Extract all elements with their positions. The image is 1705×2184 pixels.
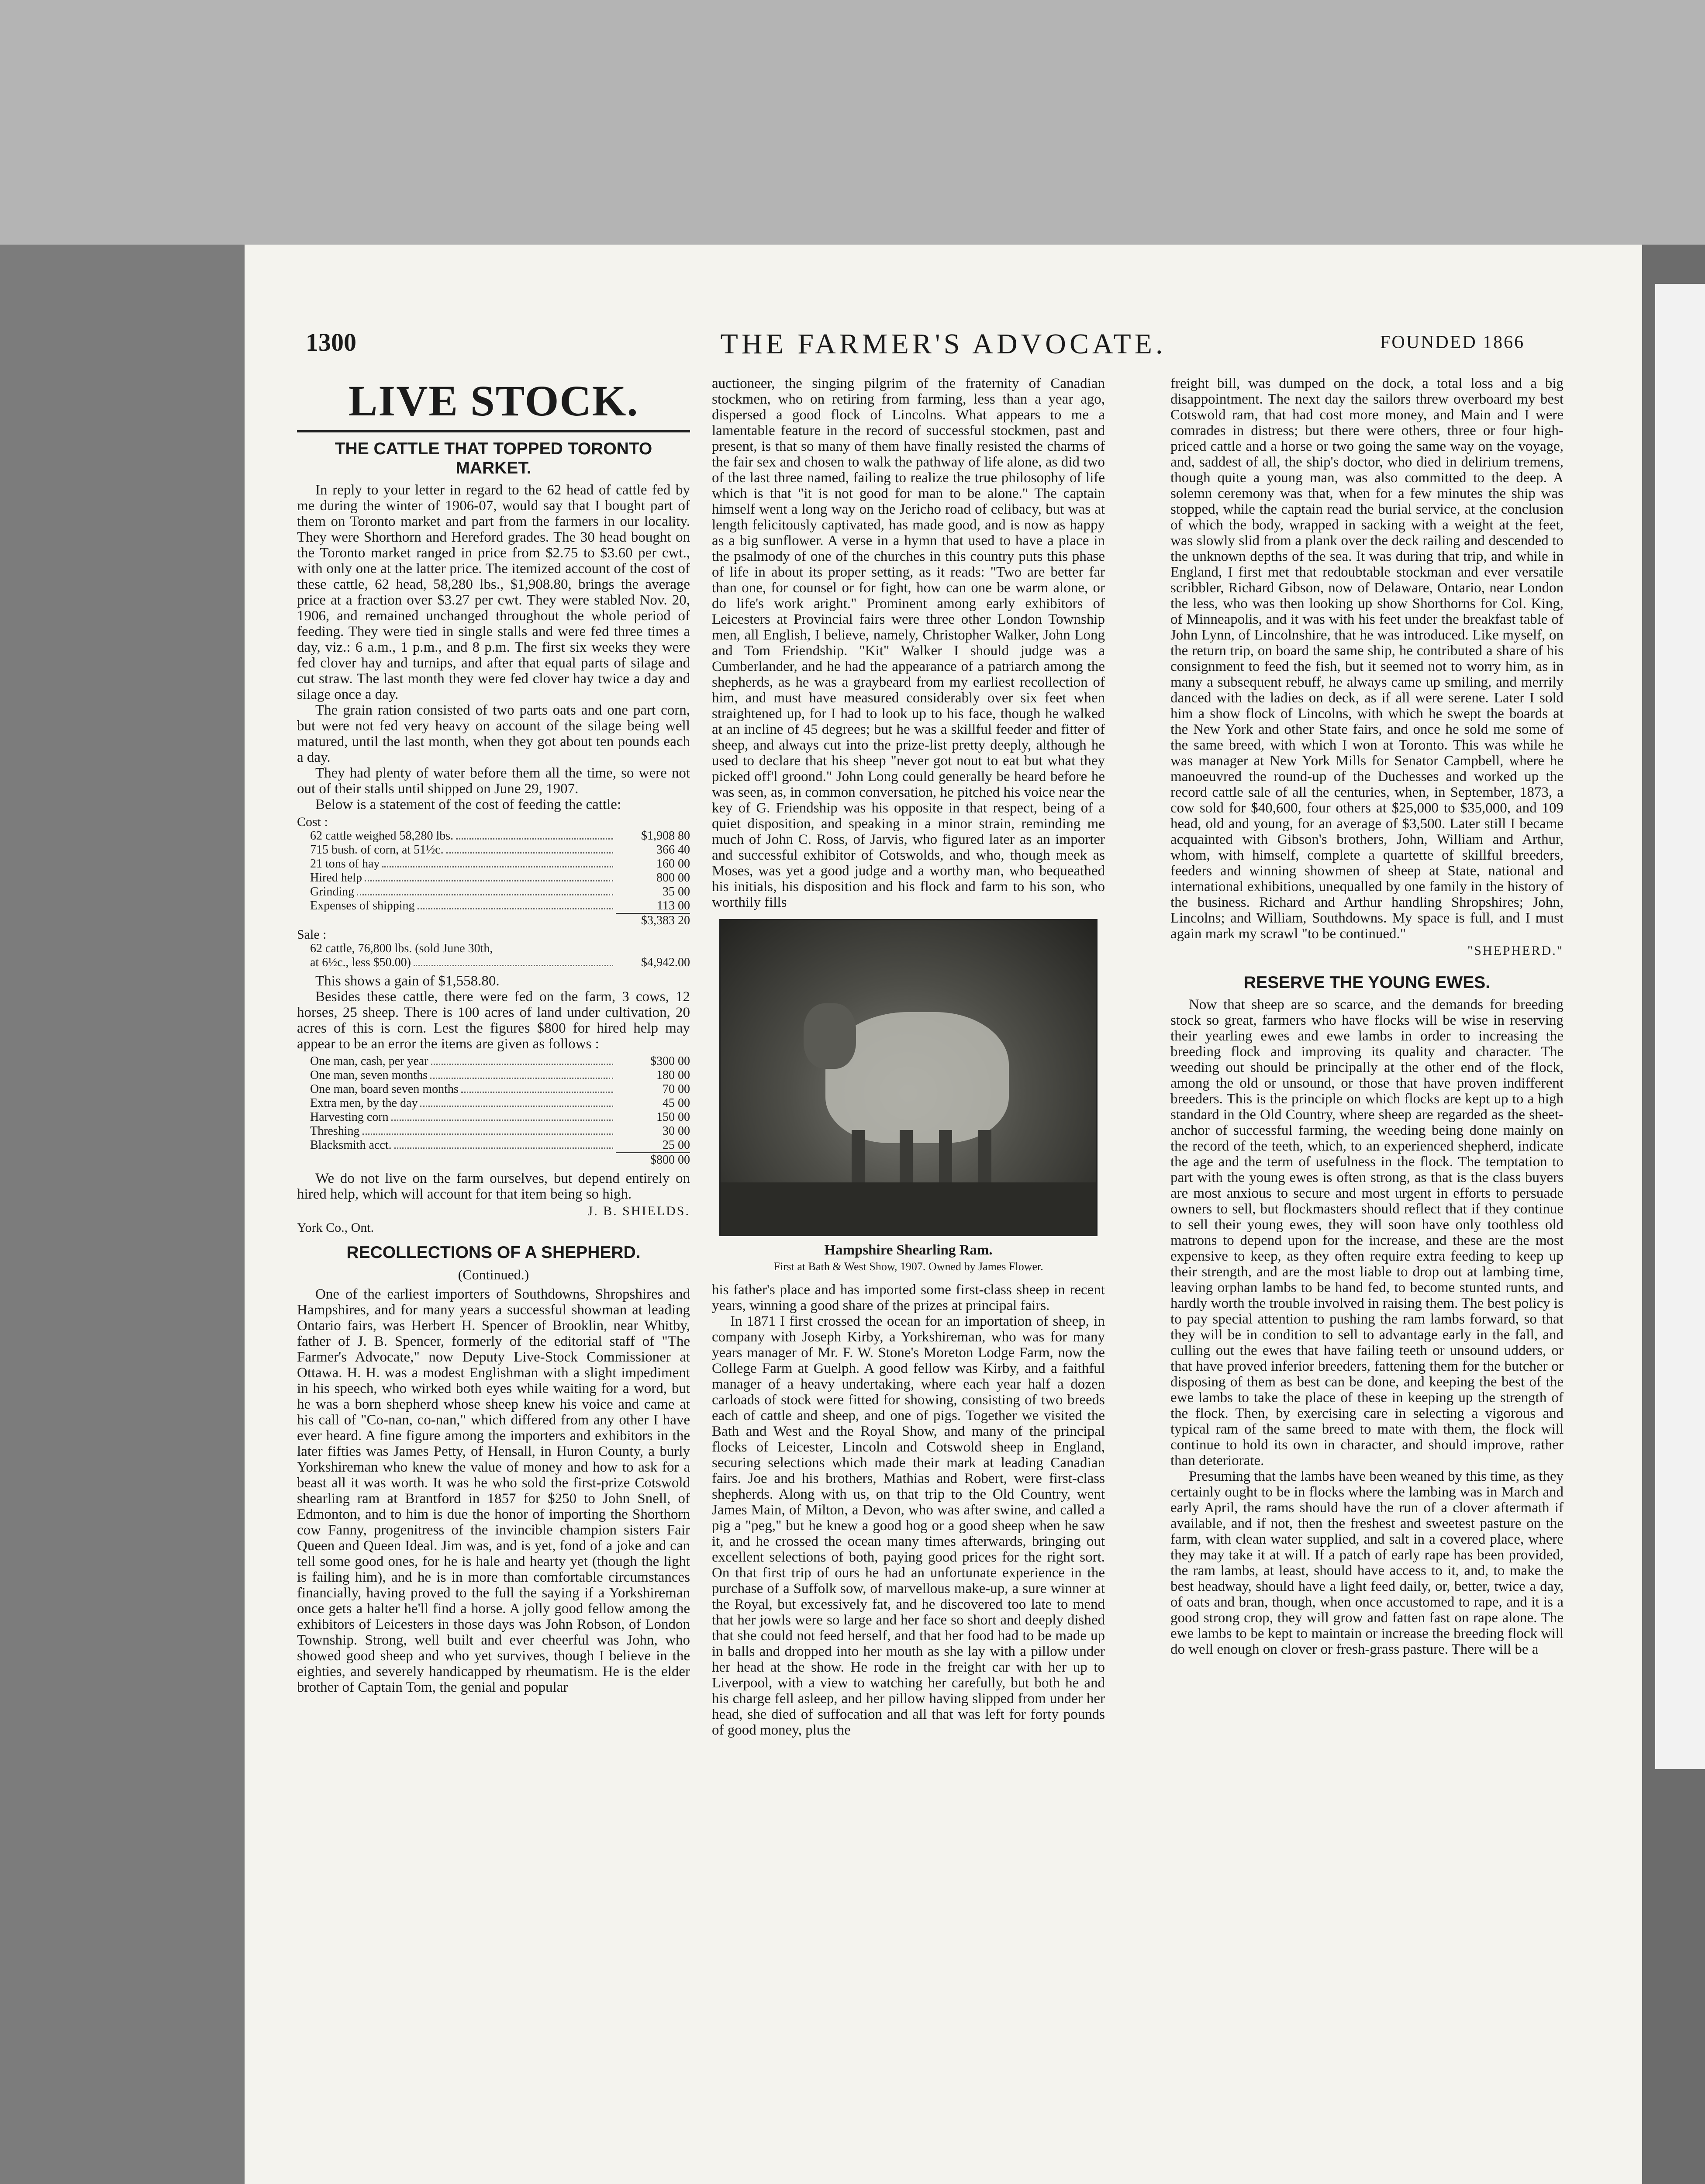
cost-statement — [297, 815, 690, 970]
author-signature: J. B. SHIELDS. — [587, 1204, 690, 1218]
ledger-item-value: 150 00 — [656, 1110, 690, 1124]
article-paragraph: The grain ration consisted of two parts oats and one part corn, but were not fed very heavy on account of the silage being well matured, until the last month, when they got about ten pounds each a day. — [297, 702, 690, 765]
ram-head-shape — [804, 1003, 856, 1069]
ledger-row — [297, 843, 690, 857]
ledger-item-value: 180 00 — [656, 1068, 690, 1082]
ledger-item-label: 715 bush. of corn, at 51½c. — [310, 843, 444, 857]
ledger-item-value: 70 00 — [663, 1082, 690, 1096]
page-number: 1300 — [306, 328, 356, 356]
ledger-item-value: 800 00 — [656, 871, 690, 885]
adjacent-page-edge — [1655, 284, 1705, 1769]
article-paragraph: One of the earliest importers of Southdowns, Shropshires and Hampshires, and for many years a successful showman at leading Ontario fairs, was Herbert H. Spencer of Brooklin, near Whitby, father of J. B. Spencer, formerly of the editorial staff of "The Farmer's Advocate," now Deputy Live-Stock Commissioner at Ottawa. H. H. was a modest Englishman with a slight impediment in his speech, who wirked both eyes while waiting for a word, but he was a born shepherd whose sheep knew his voice and came at his call of "Co-nan, co-nan," which differed from any other I have ever heard. A fine figure among the importers and exhibitors in the later fifties was James Petty, of Hensall, in Huron County, a burly Yorkshireman who knew the value of money and how to ask for a beast all it was worth. It was he who sold the first-prize Cotswold shearling ram at Brantford in 1857 for $250 to John Snell, of Edmonton, and to him is due the honor of importing the Shorthorn cow Fanny, progenitress of the invincible champion sisters Fair Queen and Queen Ideal. Jim was, and is yet, fond of a joke and can tell some good ones, for he is hale and hearty yet (though the light is failing him), and he is in more than comfortable circumstances financially, having proved to the full the saying if a Yorkshireman once gets a halter he'll find a horse. A jolly good fellow among the exhibitors of Leicesters in those days was John Robson, of London Township. Strong, well built and ever cheerful was John, who showed good sheep and who yet survives, though I believe in the eighties, and severely handicapped by rheumatism. He is the elder brother of Captain Tom, the genial and popular — [297, 1286, 690, 1695]
article-paragraph: freight bill, was dumped on the dock, a total loss and a big disappointment. The next day the sailors threw overboard my best Cotswold ram, that had cost more money, and Main and I were comrades in distress; but there were others, three or four high-priced cattle and a horse or two going the same way on the voyage, and, saddest of all, the ship's doctor, who died in delirium tremens, though quite a young man, was also committed to the deep. A solemn ceremony was that, when for a few minutes the ship was stopped, while the captain read the burial service, at the conclusion of which the body, wrapped in sacking with a weight at the feet, was slowly slid from a plank over the deck railing and descended to the unknown depths of the sea. It was during that trip, and while in England, I first met that redoubtable stockman and ever versatile scribbler, Richard Gibson, now of Delaware, Ontario, near London the less, who was then looking up show Shorthorns for Col. King, of Minneapolis, and it was with his feet under the breakfast table of John Lynn, of Lincolnshire, that he was introduced. Like myself, on the return trip, on board the same ship, he contributed a share of his consignment to feed the fish, but it seemed not to worry him, as in many a subsequent rebuff, he always came up smiling, and merrily danced with the ladies on deck, as if all were serene. Later I sold him a show flock of Lincolns, with which he swept the boards at the New York and other State fairs, and once he sold me some of the same breed, with which I won at Toronto. This was while he was manager at New York Mills for Senator Campbell, where he manoeuvred the round-up of the Duchesses and worked up the record cattle sale of all the centuries, when, in September, 1873, a cow sold for $40,600, four others at $25,000 to $35,000, and 109 head, old and young, for an average of $3,500. Later still I became acquainted with Gibson's brothers, John, William and Arthur, whom, with himself, complete a quartette of skillful breeders, feeders and winning showmen of sheep at State, national and international exhibitions, unequalled by one family in the history of the business. Richard and Arthur handling Shropshires; John, Lincolns; and William, Southdowns. My space is full, and I must again mark my scrawl "to be continued." — [1170, 376, 1563, 942]
section-rule — [297, 430, 690, 432]
section-title: LIVE STOCK. — [348, 377, 639, 425]
ledger-item-value: $300 00 — [650, 1054, 690, 1068]
ledger-row — [297, 1110, 690, 1124]
ledger-item-value: 113 00 — [657, 899, 690, 912]
ledger-row — [297, 956, 690, 970]
ledger-item-value: 30 00 — [663, 1124, 690, 1138]
ground-shape — [721, 1182, 1096, 1235]
photo-caption-subtitle: First at Bath & West Show, 1907. Owned by James Flower. — [773, 1260, 1043, 1273]
ledger-row — [297, 942, 690, 956]
ledger-item-value: 25 00 — [663, 1138, 690, 1152]
running-head — [245, 328, 1642, 363]
ledger-item-value: 35 00 — [663, 885, 690, 898]
ledger-row — [297, 1082, 690, 1096]
column-1 — [297, 376, 690, 1695]
article-paragraph: Presuming that the lambs have been weaned by this time, as they certainly ought to be in flocks where the lambing was in March and early April, the rams should have the run of a clover aftermath if available, and if not, then the freshest and sweetest pasture on the farm, with clean water supplied, and salt in a covered place, where they may take it at will. If a patch of early rape has been provided, the ram lambs, at least, should have access to it, and, to make the best headway, should have a light feed daily, or, better, twice a day, of oats and bran, though, when once accustomed to rape, and it is a good strong crop, they will grow and fatten fast on rape alone. The ewe lambs to be kept to maintain or increase the breeding flock will do well enough on clover or fresh-grass pasture. There will be a — [1170, 1469, 1563, 1657]
ledger-item-label: Extra men, by the day — [310, 1096, 418, 1110]
ledger-item-value: 366 40 — [656, 843, 690, 857]
article-paragraph: Below is a statement of the cost of feeding the cattle: — [315, 797, 621, 812]
article-paragraph: Now that sheep are so scarce, and the demands for breeding stock so great, farmers who have flocks will be wise in reserving their yearling ewes and ewe lambs in order to increasing the breeding flock and improving its quality and character. The weeding out should be principally at the other end of the flock, among the old or unsound, or those that have proven indifferent breeders. This is the principle on which flocks are kept up to a high standard in the Old Country, where sheep are regarded as the sheet-anchor of successful farming, the weeding being done mainly on the record of the teeth, which, to an experienced shepherd, indicate the age and the term of usefulness in the flock. The temptation to part with the young ewes is often strong, as that is the class buyers are most anxious to secure and most urgent in efforts to persuade owners to sell, but flockmasters should reflect that if they continue to sell their young ewes, they will soon have only toothless old matrons to depend upon for the increase, and these are the most expensive to keep, as they often require extra feeding to keep up their strength, and are the most liable to drop out at lambing time, leaving orphan lambs to be hand fed, to become stunted runts, and hardly worth the trouble involved in raising them. The best policy is to pay special attention to pushing the ram lambs forward, so that they will be in condition to sell to advantage early in the fall, and culling out the ewes that have failing teeth or unsound udders, or that have proved inferior breeders, fattening them for the butcher or disposing of them as best can be done, and keeping the best of the ewe lambs to take the place of these in keeping up the strength of the flock. Then, by exercising care in selecting a vigorous and typical ram of the same breed to mate with them, the flock will continue to hold its own in character, and should improve, rather than deteriorate. — [1170, 997, 1563, 1469]
ledger-item-label: Harvesting corn — [310, 1110, 389, 1124]
column-3 — [1170, 376, 1563, 1657]
help-total: $800 00 — [616, 1152, 690, 1167]
sale-label: Sale : — [297, 927, 327, 942]
ledger-item-label: One man, cash, per year — [310, 1054, 428, 1068]
ledger-total-row — [297, 1152, 690, 1167]
article-headline-ewes: RESERVE THE YOUNG EWES. — [1243, 973, 1491, 992]
ledger-row — [297, 885, 690, 899]
photo-caption-title: Hampshire Shearling Ram. — [824, 1242, 993, 1258]
cost-label: Cost : — [297, 815, 328, 829]
hired-help-statement — [297, 1054, 690, 1167]
ledger-item-label: Threshing — [310, 1124, 360, 1138]
sale-line: at 6½c., less $50.00) — [310, 956, 411, 969]
ledger-row — [297, 1096, 690, 1110]
sale-line: 62 cattle, 76,800 lbs. (sold June 30th, — [310, 942, 493, 955]
ledger-item-label: 21 tons of hay — [310, 857, 380, 871]
article-paragraph: They had plenty of water before them all the time, so were not out of their stalls until shipped on June 29, 1907. — [297, 765, 690, 797]
author-signature: "SHEPHERD." — [1467, 943, 1563, 958]
ledger-row — [297, 829, 690, 843]
ledger-item-value: 160 00 — [656, 857, 690, 871]
article-paragraph: We do not live on the farm ourselves, but depend entirely on hired help, which will account for that item being so high. — [297, 1171, 690, 1202]
founded-label: FOUNDED 1866 — [1380, 332, 1525, 352]
ledger-row — [297, 1124, 690, 1138]
ledger-item-value: 45 00 — [663, 1096, 690, 1110]
article-subhead: (Continued.) — [458, 1267, 529, 1282]
ledger-item-label: Blacksmith acct. — [310, 1138, 392, 1152]
article-paragraph: his father's place and has imported some first-class sheep in recent years, winning a good share of the prizes at principal fairs. — [712, 1282, 1105, 1313]
ledger-item-label: Expenses of shipping — [310, 899, 415, 912]
ledger-row — [297, 857, 690, 871]
article-paragraph: This shows a gain of $1,558.80. — [315, 973, 500, 989]
cost-total: $3,383 20 — [616, 913, 690, 928]
ledger-row — [297, 1068, 690, 1082]
ledger-item-label: One man, board seven months — [310, 1082, 459, 1096]
ledger-row — [297, 1138, 690, 1152]
sale-value: $4,942.00 — [641, 956, 690, 969]
ledger-item-label: 62 cattle weighed 58,280 lbs. — [310, 829, 454, 843]
column-2 — [712, 376, 1105, 1738]
article-paragraph: Besides these cattle, there were fed on the farm, 3 cows, 12 horses, 25 sheep. There is 100 acres of land under cultivation, 20 acres of this is corn. Lest the figures $800 for hired help may appear to be an error the items are given as follows : — [297, 989, 690, 1052]
ledger-item-label: One man, seven months — [310, 1068, 428, 1082]
masthead-title: THE FARMER'S ADVOCATE. — [720, 328, 1167, 360]
article-headline-shepherd: RECOLLECTIONS OF A SHEPHERD. — [346, 1243, 641, 1262]
scan-background-top — [0, 0, 1705, 245]
ledger-row — [297, 1054, 690, 1068]
scan-background-left — [0, 245, 245, 2184]
ledger-row — [297, 871, 690, 885]
author-location: York Co., Ont. — [297, 1220, 374, 1235]
ledger-row — [297, 899, 690, 913]
article-headline-cattle: THE CATTLE THAT TOPPED TORONTO MARKET. — [335, 439, 652, 477]
ledger-item-value: $1,908 80 — [641, 829, 690, 843]
article-paragraph: In reply to your letter in regard to the 62 head of cattle fed by me during the winter of 1906-07, would say that I bought part of them on Toronto market and part from the farmers in our locality. They were Shorthorn and Hereford grades. The 30 head bought on the Toronto market ranged in price from $2.75 to $3.60 per cwt., with only one at the latter price. The itemized account of the cost of these cattle, 62 head, 58,280 lbs., $1,908.80, brings the average price at a fraction over $3.27 per cwt. They were stabled Nov. 20, 1906, and remained unchanged throughout the whole period of feeding. They were tied in single stalls and were fed three times a day, viz.: 6 a.m., 1 p.m., and 8 p.m. The first six weeks they were fed clover hay and turnips, and after that equal parts of silage and cut straw. The last month they were fed clover hay twice a day and silage once a day. — [297, 482, 690, 702]
article-paragraph: In 1871 I first crossed the ocean for an importation of sheep, in company with Joseph Kirby, a Yorkshireman, who was for many years manager of Mr. F. W. Stone's Moreton Lodge Farm, now the College Farm at Guelph. A good fellow was Kirby, and a faithful manager of a heavy undertaking, where each year half a dozen carloads of stock were fitted for showing, consisting of two breeds each of cattle and sheep, and one of pigs. Together we visited the Bath and West and the Royal Show, and many of the principal flocks of Leicester, Lincoln and Cotswold sheep in England, securing selections which made their mark at leading Canadian fairs. Joe and his brothers, Mathias and Robert, were first-class shepherds. Along with us, on that trip to the Old Country, went James Main, of Milton, a Devon, who was after swine, and called a pig a "peg," but he knew a good hog or a good sheep when he saw it, and he crossed the ocean many times afterwards, bringing out excellent selections of both, paying good prices for the right sort. On that first trip of ours he had an unfortunate experience in the purchase of a Suffolk sow, of marvellous make-up, a sure winner at the Royal, but excessively fat, and he discovered too late to mend that her jowls were so large and her face so short and deeply dished that she could not feed herself, and that her food had to be made up in balls and dropped into her mouth as she lay with a pillow under her head at the show. He rode in the freight car with her up to Liverpool, with a view to watching her carefully, but both he and his charge fell asleep, and her pillow having slipped from under her head, she died of suffocation and all that was left for forty pounds of good money, plus the — [712, 1313, 1105, 1738]
ledger-item-label: Grinding — [310, 885, 355, 898]
article-paragraph: auctioneer, the singing pilgrim of the fraternity of Canadian stockmen, who on retiring from farming, less than a year ago, dispersed a good flock of Lincolns. What appears to me a lamentable feature in the record of successful stockmen, past and present, is that so many of them have finally resisted the charms of the fair sex and chosen to walk the pathway of life alone, as did two of the last three named, failing to realize the true philosophy of life which is that "it is not good for man to be alone." The captain himself went a long way on the Jericho road of celibacy, but was at length felicitously captivated, has made good, and is now as happy as a big sunflower. A verse in a hymn that used to have a place in the psalmody of one of the churches in this country puts this phase of life in about its proper setting, as it reads: "Two are better far than one, for counsel or for fight, how can one be warm alone, or do life's work aright." Prominent among early exhibitors of Leicesters at Provincial fairs were three other London Township men, all English, I believe, namely, Christopher Walker, John Long and Tom Friendship. "Kit" Walker I should judge was a Cumberlander, and he had the appearance of a patriarch among the shepherds, as he was a graybeard from my earliest recollection of him, and must have measured considerably over six feet when straightened up, for I had to look up to his face, though he walked at an incline of 45 degrees; but he was a skillful feeder and fitter of sheep, and always cut into the prize-list pretty deeply, although he used to declare that his sheep "never got nout to eat but what they picked off'l groond." John Long could generally be heard before he was seen, as, in common conversation, he pitched his voice near the key of G. Friendship was his opposite in that respect, being of a quiet disposition, and speaking in a minor strain, reminding me much of John C. Ross, of Jarvis, who figured later as an importer and successful exhibitor of Cotswolds, and who, though meek as Moses, was yet a good judge and a worthy man, who bequeathed his initials, his disposition and his flock and farm to his son, who worthily fills — [712, 376, 1105, 910]
newspaper-page — [245, 245, 1642, 2184]
ledger-item-label: Hired help — [310, 871, 362, 885]
ledger-total-row — [297, 913, 690, 928]
hampshire-ram-photo — [719, 919, 1098, 1236]
